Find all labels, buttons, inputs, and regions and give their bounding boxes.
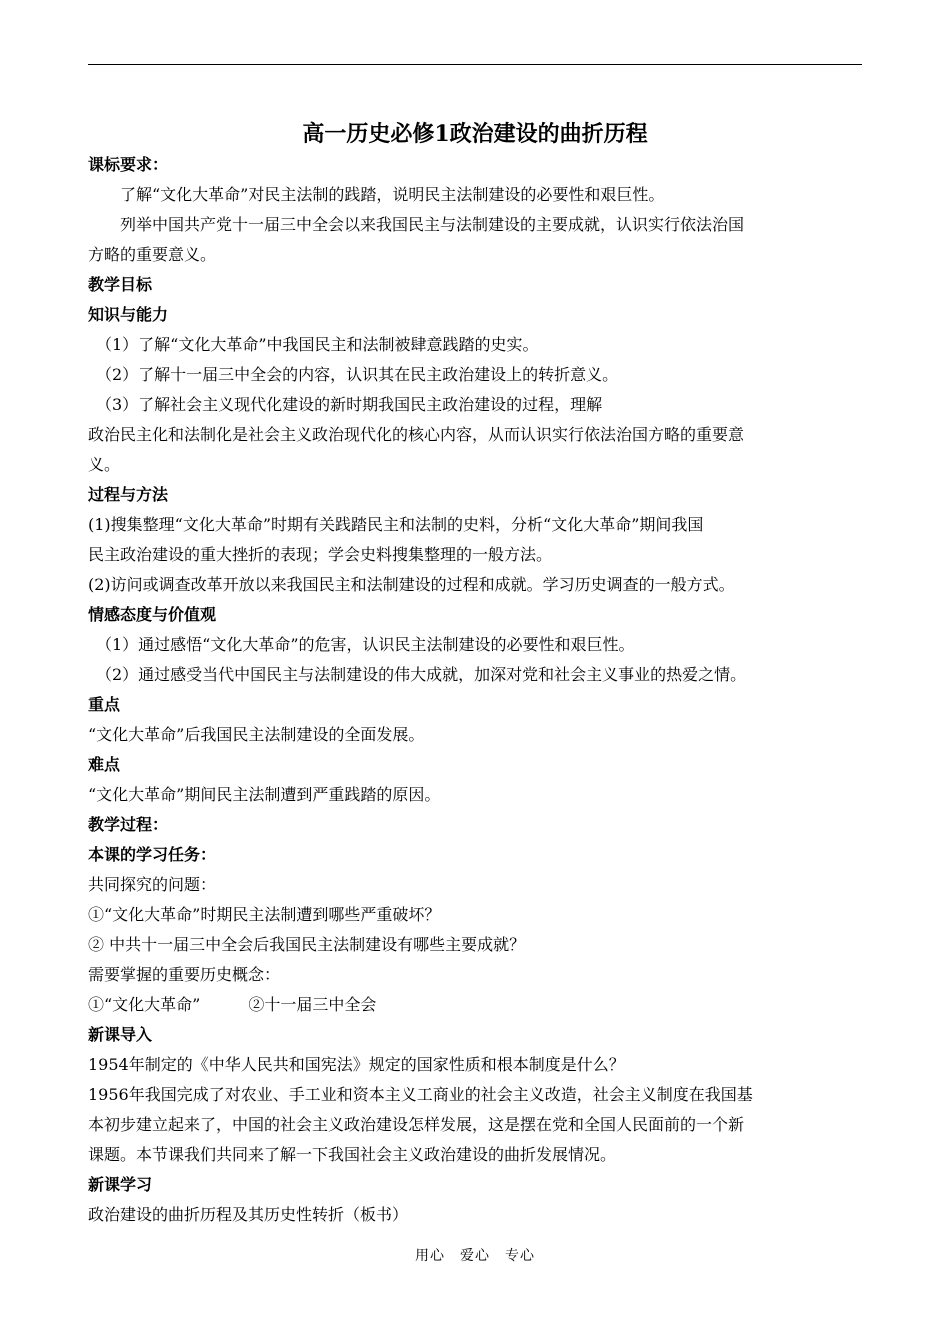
page-footer: 用心 爱心 专心 [415,1248,535,1264]
document-title: 高一历史必修1政治建设的曲折历程 [302,121,648,147]
list-item: ①“文化大革命” ②十一届三中全会 [88,995,377,1014]
list-item: （3）了解社会主义现代化建设的新时期我国民主政治建设的过程，理解 [88,395,603,414]
heading-difficulty: 难点 [88,755,121,774]
paragraph-line: 了解“文化大革命”对民主法制的践踏，说明民主法制建设的必要性和艰巨性。 [88,185,665,204]
list-item: （2）通过感受当代中国民主与法制建设的伟大成就，加深对党和社会主义事业的热爱之情。 [88,665,747,684]
heading-knowledge-ability: 知识与能力 [88,305,169,324]
list-item: (2)访问或调查改革开放以来我国民主和法制建设的过程和成就。学习历史调查的一般方式。 [88,575,735,594]
paragraph-line: 课题。本节课我们共同来了解一下我国社会主义政治建设的曲折发展情况。 [88,1145,617,1164]
heading-teaching-process: 教学过程： [88,815,169,834]
paragraph-line: 1954年制定的《中华人民共和国宪法》规定的国家性质和根本制度是什么？ [88,1055,625,1074]
list-item: （2）了解十一届三中全会的内容，认识其在民主政治建设上的转折意义。 [88,365,619,384]
heading-key-point: 重点 [88,695,121,714]
heading-learning-tasks: 本课的学习任务： [88,845,217,864]
paragraph-line: 政治民主化和法制化是社会主义政治现代化的核心内容，从而认识实行依法治国方略的重要意 [88,425,745,444]
paragraph-line: 本初步建立起来了，中国的社会主义政治建设怎样发展，这是摆在党和全国人民面前的一个新 [88,1115,745,1134]
list-item: ② 中共十一届三中全会后我国民主法制建设有哪些主要成就？ [88,935,526,954]
header-rule [88,64,862,65]
heading-new-lesson-study: 新课学习 [88,1175,153,1194]
paragraph-line: 1956年我国完成了对农业、手工业和资本主义工商业的社会主义改造，社会主义制度在我国基 [88,1085,753,1104]
paragraph-line: 方略的重要意义。 [88,245,217,264]
paragraph-line: 政治建设的曲折历程及其历史性转折（板书） [88,1205,409,1224]
heading-emotion-values: 情感态度与价值观 [88,605,217,624]
paragraph-line: 义。 [88,455,121,474]
paragraph-line: 列举中国共产党十一届三中全会以来我国民主与法制建设的主要成就，认识实行依法治国 [88,215,745,234]
paragraph-line: 民主政治建设的重大挫折的表现；学会史料搜集整理的一般方法。 [88,545,553,564]
list-item: (1)搜集整理“文化大革命”时期有关践踏民主和法制的史料，分析“文化大革命”期间我国 [88,515,704,534]
list-item: （1）了解“文化大革命”中我国民主和法制被肆意践踏的史实。 [88,335,539,354]
heading-new-lesson-intro: 新课导入 [88,1025,153,1044]
heading-teaching-goals: 教学目标 [88,275,153,294]
paragraph-line: “文化大革命”后我国民主法制建设的全面发展。 [88,725,425,744]
heading-process-method: 过程与方法 [88,485,169,504]
paragraph-line: 共同探究的问题： [88,875,217,894]
paragraph-line: “文化大革命”期间民主法制遭到严重践踏的原因。 [88,785,441,804]
paragraph-line: 需要掌握的重要历史概念： [88,965,281,984]
list-item: ①“文化大革命”时期民主法制遭到哪些严重破坏？ [88,905,441,924]
list-item: （1）通过感悟“文化大革命”的危害，认识民主法制建设的必要性和艰巨性。 [88,635,635,654]
heading-curriculum-requirements: 课标要求： [88,155,169,174]
